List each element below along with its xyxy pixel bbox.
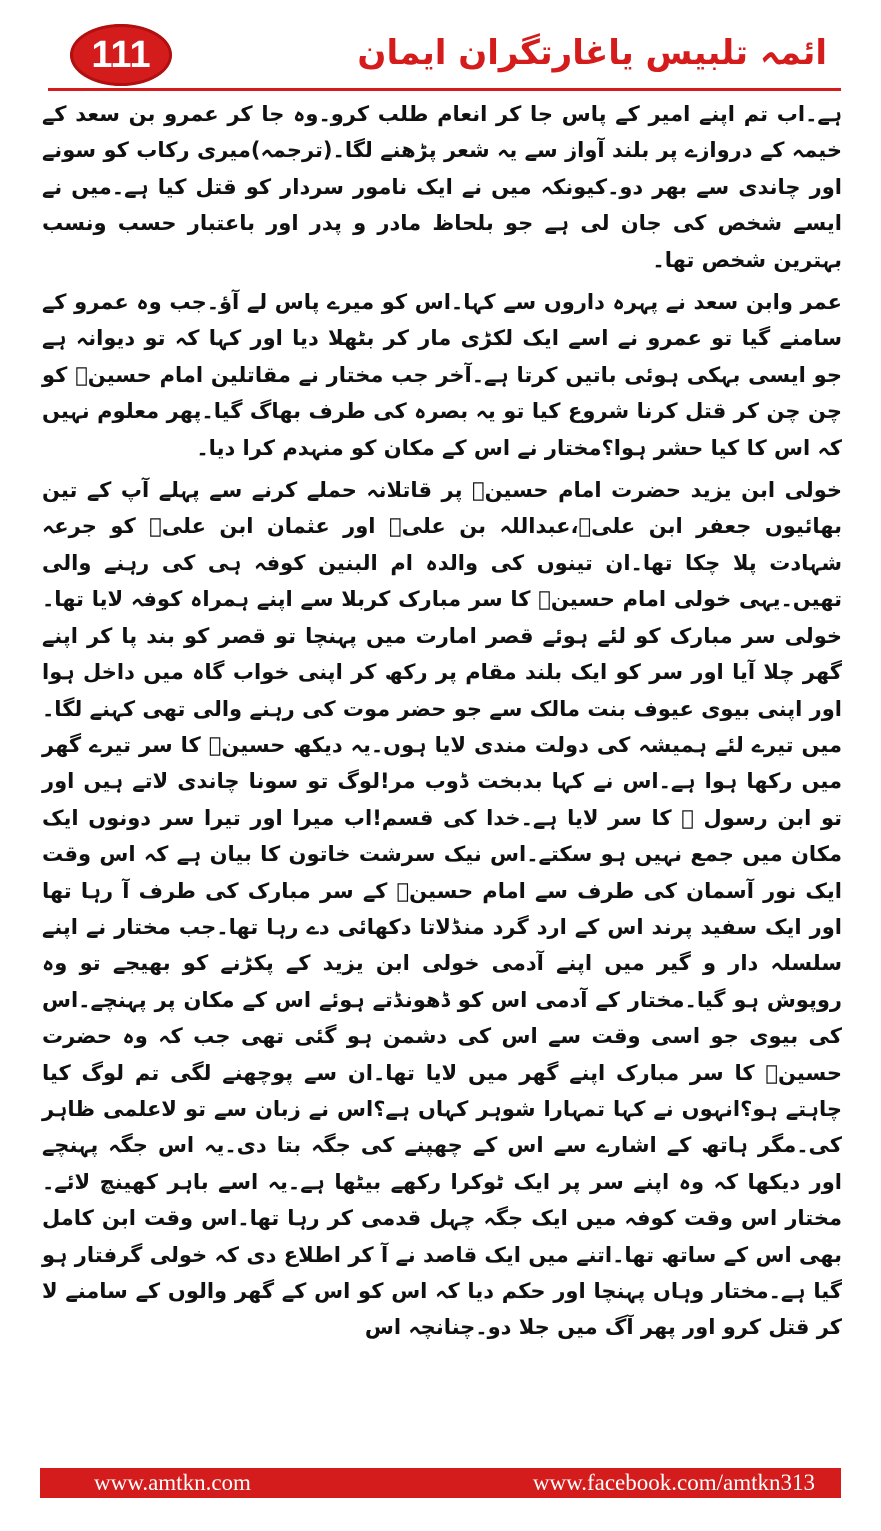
website-link[interactable]: www.amtkn.com	[94, 1470, 251, 1495]
paragraph: خولی ابن یزید حضرت امام حسینؓ پر قاتلانہ حملے کرنے سے پہلے آپ کے تین بھائیوں جعفر ابن علیؓ،عبداللہ بن علیؓ اور عثمان ابن علیؓ کو جرعہ شہادت پلا چکا تھا۔ان تینوں کی والدہ ام البنین کوفہ ہی کی رہنے والی تھیں۔یہی خولی امام حسینؓ کا سر مبارک کربلا سے اپنے ہمراہ کوفہ لایا تھا۔خولی سر مبارک کو لئے ہوئے قصر امارت میں پہنچا تو قصر کو بند پا کر اپنے گھر چلا آیا اور سر کو ایک بلند مقام پر رکھ کر اپنی خواب گاہ میں داخل ہوا اور اپنی بیوی عیوف بنت مالک سے جو حضر موت کی رہنے والی تھی کہنے لگا۔میں تیرے لئے ہمیشہ کی دولت مندی لایا ہوں۔یہ دیکھ حسینؓ کا سر تیرے گھر میں رکھا ہوا ہے۔اس نے کہا بدبخت ڈوب مر!لوگ تو سونا چاندی لاتے ہیں اور تو ابن رسول ﷺ کا سر لایا ہے۔خدا کی قسم!اب میرا اور تیرا سر دونوں ایک مکان میں جمع نہیں ہو سکتے۔اس نیک سرشت خاتون کا بیان ہے کہ اس وقت ایک نور آسمان کی طرف سے امام حسینؓ کے سر مبارک کی طرف آ رہا تھا اور ایک سفید پرند اس کے ارد گرد منڈلاتا دکھائی دے رہا تھا۔جب مختار نے اپنے سلسلہ دار و گیر میں اپنے آدمی خولی ابن یزید کے پکڑنے کو بھیجے تو وہ روپوش ہو گیا۔مختار کے آدمی اس کو ڈھونڈتے ہوئے اس کے مکان پر پہنچے۔اس کی بیوی جو اسی وقت سے اس کی دشمن ہو گئی تھی جب کہ وہ حضرت حسینؓ کا سر مبارک اپنے گھر میں لایا تھا۔ان سے پوچھنے لگی تم لوگ کیا چاہتے ہو؟انہوں نے کہا تمہارا شوہر کہاں ہے؟اس نے زبان سے تو لاعلمی ظاہر کی۔مگر ہاتھ کے اشارے سے اس کے چھپنے کی جگہ بتا دی۔یہ اس جگہ پہنچے اور دیکھا کہ وہ اپنے سر پر ایک ٹوکرا رکھے بیٹھا ہے۔یہ اسے باہر کھینچ لائے۔مختار اس وقت کوفہ میں ایک جگہ چہل قدمی کر رہا تھا۔اس وقت ابن کامل بھی اس کے ساتھ تھا۔اتنے میں ایک قاصد نے آ کر اطلاع دی کہ خولی گرفتار ہو گیا ہے۔مختار وہاں پہنچا اور حکم دیا کہ اس کو اس کے گھر والوں کے سامنے لا کر قتل کرو اور پھر آگ میں جلا دو۔چنانچہ اس	[42, 478, 842, 1340]
page-number-badge: 111	[70, 24, 172, 86]
page-footer	[40, 1468, 841, 1498]
paragraph: ہے۔اب تم اپنے امیر کے پاس جا کر انعام طلب کرو۔وہ جا کر عمرو بن سعد کے خیمہ کے دروازے پر بلند آواز سے یہ شعر پڑھنے لگا۔(ترجمہ)میری رکاب کو سونے اور چاندی سے بھر دو۔کیونکہ میں نے ایک نامور سردار کو قتل کیا ہے۔میں نے ایسے شخص کی جان لی ہے جو بلحاظ مادر و پدر اور باعتبار حسب ونسب بہترین شخص تھا۔	[42, 102, 842, 272]
page-header	[48, 18, 841, 91]
page-body	[42, 96, 842, 1446]
book-title: ائمہ تلبیس یاغارتگران ایمان	[357, 33, 827, 73]
facebook-link[interactable]: www.facebook.com/amtkn313	[532, 1470, 815, 1495]
paragraph: عمر وابن سعد نے پہرہ داروں سے کہا۔اس کو میرے پاس لے آؤ۔جب وہ عمرو کے سامنے گیا تو عمرو نے اسے ایک لکڑی مار کر بٹھلا دیا اور کہا کہ تو دیوانہ ہے جو ایسی بہکی ہوئی باتیں کرتا ہے۔آخر جب مختار نے مقاتلین امام حسینؓ کو چن چن کر قتل کرنا شروع کیا تو یہ بصرہ کی طرف بھاگ گیا۔پھر معلوم نہیں کہ اس کا کیا حشر ہوا؟مختار نے اس کے مکان کو منہدم کرا دیا۔	[42, 290, 842, 460]
